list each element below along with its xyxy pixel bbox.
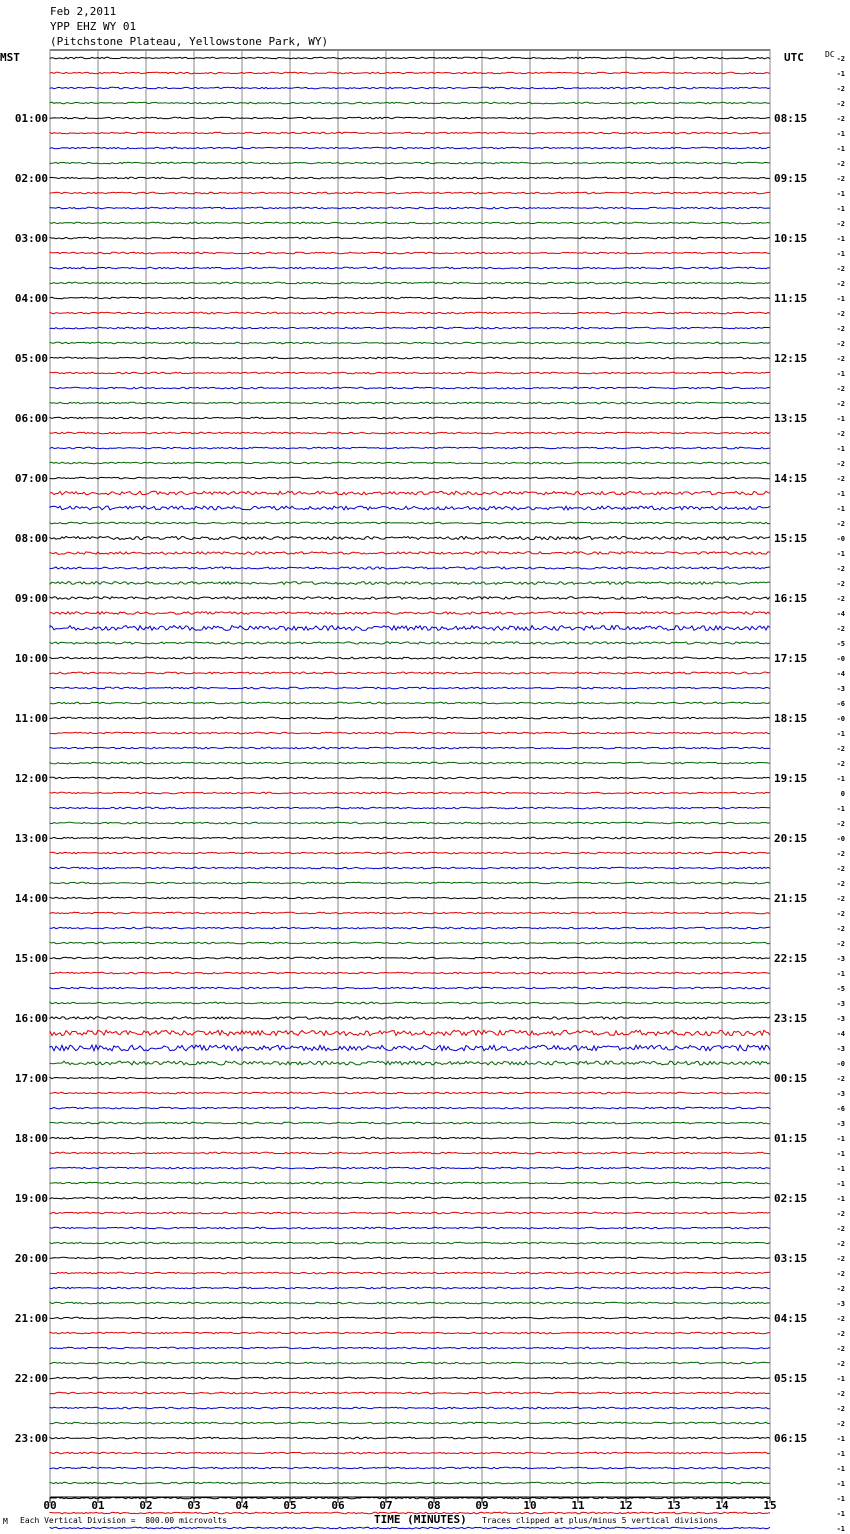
seismic-trace [50, 491, 770, 495]
seismic-trace [50, 267, 770, 269]
seismic-trace [50, 582, 770, 585]
dc-offset-label: -3 [836, 1300, 845, 1308]
seismic-trace [50, 792, 770, 794]
seismic-trace [50, 1377, 770, 1379]
dc-offset-label: -0 [836, 715, 845, 723]
hour-label-right: 00:15 [774, 1072, 808, 1085]
dc-offset-label: -1 [836, 445, 845, 453]
seismic-trace [50, 147, 770, 149]
dc-offset-label: -6 [836, 1105, 845, 1113]
seismic-trace [50, 657, 770, 659]
seismic-trace [50, 506, 770, 510]
seismic-trace [50, 597, 770, 600]
x-tick-label: 13 [667, 1499, 681, 1512]
seismic-trace [50, 702, 770, 704]
seismic-trace [50, 417, 770, 419]
dc-offset-label: -1 [836, 145, 845, 153]
hour-label-right: 23:15 [774, 1012, 808, 1025]
dc-offset-label: -2 [836, 625, 845, 633]
seismic-trace [50, 1030, 770, 1035]
dc-offset-label: -1 [836, 190, 845, 198]
hour-label-right: 10:15 [774, 232, 808, 245]
seismic-trace [50, 672, 770, 674]
hour-label-left: 17:00 [14, 1072, 48, 1085]
seismic-trace [50, 1061, 770, 1065]
hour-label-right: 22:15 [774, 952, 808, 965]
dc-offset-label: -3 [836, 1120, 845, 1128]
seismic-trace [50, 1317, 770, 1319]
dc-offset-label: -2 [836, 880, 845, 888]
dc-offset-label: -1 [836, 1180, 845, 1188]
dc-offset-label: -3 [836, 955, 845, 963]
x-tick-label: 03 [187, 1499, 201, 1512]
footer-mark: M [3, 1517, 8, 1526]
dc-offset-label: -2 [836, 460, 845, 468]
dc-offset-label: -2 [836, 1285, 845, 1293]
dc-offset-label: -4 [836, 610, 845, 618]
hour-label-left: 11:00 [14, 712, 48, 725]
dc-offset-label: -1 [836, 505, 845, 513]
hour-label-left: 09:00 [14, 592, 48, 605]
seismic-trace [50, 1347, 770, 1349]
dc-offset-label: -2 [836, 115, 845, 123]
hour-label-right: 14:15 [774, 472, 808, 485]
dc-offset-label: -0 [836, 835, 845, 843]
hour-label-left: 10:00 [14, 652, 48, 665]
seismic-trace [50, 222, 770, 224]
hour-label-right: 02:15 [774, 1192, 808, 1205]
chart-date: Feb 2,2011 [50, 5, 117, 18]
dc-offset-label: -1 [836, 1495, 845, 1503]
dc-offset-label: -2 [836, 1345, 845, 1353]
seismic-trace [50, 1107, 770, 1109]
dc-offset-label: -2 [836, 325, 845, 333]
hour-label-left: 02:00 [14, 172, 48, 185]
dc-offset-label: -3 [836, 685, 845, 693]
seismic-trace [50, 327, 770, 329]
dc-offset-label: -2 [836, 100, 845, 108]
dc-offset-label: -2 [836, 1420, 845, 1428]
seismic-trace [50, 1167, 770, 1169]
dc-header-label: DC [825, 50, 835, 59]
seismic-trace [50, 1227, 770, 1229]
dc-offset-label: -3 [836, 1015, 845, 1023]
dc-offset-label: -1 [836, 805, 845, 813]
seismic-trace [50, 282, 770, 284]
seismic-trace [50, 1092, 770, 1094]
dc-offset-label: -2 [836, 1270, 845, 1278]
station-code: YPP EHZ WY 01 [50, 20, 137, 33]
seismic-trace [50, 1392, 770, 1394]
dc-offset-label: -0 [836, 1060, 845, 1068]
seismic-trace [50, 447, 770, 449]
dc-offset-label: -2 [836, 1390, 845, 1398]
dc-offset-label: -0 [836, 655, 845, 663]
dc-offset-label: -2 [836, 385, 845, 393]
seismic-trace [50, 717, 770, 719]
dc-offset-label: -1 [836, 1165, 845, 1173]
seismic-trace [50, 1407, 770, 1409]
seismic-trace [50, 192, 770, 194]
right-timezone-label: UTC [784, 51, 804, 64]
seismic-trace [50, 252, 770, 254]
x-tick-label: 06 [331, 1499, 345, 1512]
dc-offset-label: -1 [836, 550, 845, 558]
seismic-trace [50, 687, 770, 689]
dc-offset-label: -2 [836, 85, 845, 93]
x-tick-label: 08 [427, 1499, 441, 1512]
dc-offset-label: -2 [836, 1225, 845, 1233]
hour-label-left: 18:00 [14, 1132, 48, 1145]
seismic-trace [50, 522, 770, 524]
seismic-trace [50, 207, 770, 209]
seismic-trace [50, 432, 770, 434]
hour-label-left: 08:00 [14, 532, 48, 545]
seismic-trace [50, 567, 770, 569]
dc-offset-label: -2 [836, 895, 845, 903]
hour-label-right: 20:15 [774, 832, 808, 845]
seismic-trace [50, 312, 770, 314]
hour-label-right: 01:15 [774, 1132, 808, 1145]
dc-offset-label: -1 [836, 370, 845, 378]
dc-offset-label: -4 [836, 670, 845, 678]
dc-offset-label: -2 [836, 355, 845, 363]
seismic-trace [50, 1137, 770, 1139]
hour-label-left: 21:00 [14, 1312, 48, 1325]
seismic-trace [50, 972, 770, 974]
seismic-trace [50, 1272, 770, 1274]
dc-offset-label: -3 [836, 1090, 845, 1098]
seismic-trace [50, 402, 770, 404]
seismic-trace [50, 1482, 770, 1484]
seismic-trace [50, 117, 770, 119]
seismic-trace [50, 1242, 770, 1244]
hour-label-left: 20:00 [14, 1252, 48, 1265]
hour-label-right: 21:15 [774, 892, 808, 905]
seismic-trace [50, 1422, 770, 1424]
dc-offset-label: -1 [836, 490, 845, 498]
seismic-trace [50, 342, 770, 344]
seismic-trace [50, 132, 770, 134]
dc-offset-label: -1 [836, 130, 845, 138]
hour-label-left: 23:00 [14, 1432, 48, 1445]
dc-offset-label: -2 [836, 1315, 845, 1323]
dc-offset-label: -2 [836, 340, 845, 348]
dc-offset-label: -2 [836, 865, 845, 873]
hour-label-left: 22:00 [14, 1372, 48, 1385]
seismic-trace [50, 957, 770, 959]
dc-offset-label: -1 [836, 1465, 845, 1473]
seismic-trace [50, 1045, 770, 1051]
hour-label-right: 12:15 [774, 352, 808, 365]
seismic-trace [50, 87, 770, 89]
seismic-trace [50, 912, 770, 914]
seismic-trace [50, 987, 770, 989]
seismic-trace [50, 237, 770, 239]
hour-label-right: 18:15 [774, 712, 808, 725]
hour-label-left: 12:00 [14, 772, 48, 785]
seismic-trace [50, 1077, 770, 1079]
dc-offset-label: -2 [836, 910, 845, 918]
seismic-trace [50, 1527, 770, 1529]
seismic-trace [50, 1287, 770, 1289]
scale-note: Each Vertical Division = 800.00 microvolts [20, 1516, 228, 1525]
seismic-trace [50, 102, 770, 104]
seismic-trace [50, 297, 770, 299]
x-tick-label: 09 [475, 1499, 489, 1512]
dc-offset-label: -1 [836, 775, 845, 783]
x-tick-label: 12 [619, 1499, 633, 1512]
x-tick-label: 05 [283, 1499, 297, 1512]
seismic-trace [50, 1197, 770, 1199]
seismic-trace [50, 72, 770, 74]
dc-offset-label: -3 [836, 1000, 845, 1008]
hour-label-left: 13:00 [14, 832, 48, 845]
seismic-trace [50, 552, 770, 555]
hour-label-left: 07:00 [14, 472, 48, 485]
dc-offset-label: -2 [836, 580, 845, 588]
x-tick-label: 15 [763, 1499, 777, 1512]
x-axis-title: TIME (MINUTES) [374, 1513, 467, 1526]
dc-offset-label: -2 [836, 940, 845, 948]
dc-offset-label: -6 [836, 700, 845, 708]
x-tick-label: 01 [91, 1499, 105, 1512]
seismic-trace [50, 1017, 770, 1020]
dc-offset-label: -2 [836, 400, 845, 408]
x-tick-label: 07 [379, 1499, 393, 1512]
seismic-trace [50, 852, 770, 854]
seismic-trace [50, 1002, 770, 1004]
dc-offset-label: -2 [836, 820, 845, 828]
seismic-trace [50, 762, 770, 764]
hour-label-right: 09:15 [774, 172, 808, 185]
dc-offset-label: -2 [836, 1405, 845, 1413]
hour-label-left: 16:00 [14, 1012, 48, 1025]
dc-offset-label: -2 [836, 595, 845, 603]
seismic-trace [50, 1332, 770, 1334]
seismic-trace [50, 897, 770, 899]
hour-label-right: 03:15 [774, 1252, 808, 1265]
dc-offset-label: -2 [836, 55, 845, 63]
dc-offset-label: -2 [836, 565, 845, 573]
dc-offset-label: -2 [836, 520, 845, 528]
dc-offset-label: -1 [836, 415, 845, 423]
dc-offset-label: -2 [836, 160, 845, 168]
x-tick-label: 10 [523, 1499, 537, 1512]
dc-offset-label: -1 [836, 1435, 845, 1443]
hour-label-left: 19:00 [14, 1192, 48, 1205]
seismic-trace [50, 387, 770, 389]
seismic-trace [50, 1362, 770, 1364]
seismic-trace [50, 732, 770, 734]
seismic-trace [50, 942, 770, 944]
dc-offset-label: -1 [836, 1480, 845, 1488]
seismic-trace [50, 1122, 770, 1124]
hour-label-right: 06:15 [774, 1432, 808, 1445]
dc-offset-label: 0 [840, 790, 845, 798]
dc-offset-label: -2 [836, 310, 845, 318]
dc-offset-label: -2 [836, 1330, 845, 1338]
dc-offset-label: -2 [836, 475, 845, 483]
seismic-trace [50, 1152, 770, 1154]
seismic-trace [50, 477, 770, 479]
seismic-trace [50, 1182, 770, 1184]
seismic-trace [50, 177, 770, 179]
seismic-trace [50, 882, 770, 884]
hour-label-left: 14:00 [14, 892, 48, 905]
dc-offset-label: -2 [836, 265, 845, 273]
dc-offset-label: -0 [836, 535, 845, 543]
dc-offset-label: -3 [836, 1045, 845, 1053]
seismic-trace [50, 867, 770, 869]
seismic-trace [50, 642, 770, 644]
seismic-trace [50, 536, 770, 539]
plot-frame [50, 50, 770, 1497]
hour-label-left: 04:00 [14, 292, 48, 305]
hour-label-left: 06:00 [14, 412, 48, 425]
seismic-trace [50, 807, 770, 809]
seismic-trace [50, 57, 770, 59]
left-timezone-label: MST [0, 51, 20, 64]
hour-label-left: 15:00 [14, 952, 48, 965]
dc-offset-label: -1 [836, 1525, 845, 1533]
dc-offset-label: -1 [836, 1375, 845, 1383]
seismic-trace [50, 822, 770, 824]
hour-label-right: 11:15 [774, 292, 808, 305]
dc-offset-label: -2 [836, 745, 845, 753]
clip-note: Traces clipped at plus/minus 5 vertical divisions [482, 1516, 719, 1525]
hour-label-left: 01:00 [14, 112, 48, 125]
dc-offset-label: -2 [836, 280, 845, 288]
hour-label-right: 15:15 [774, 532, 808, 545]
dc-offset-label: -1 [836, 70, 845, 78]
seismic-trace [50, 1452, 770, 1454]
hour-label-left: 05:00 [14, 352, 48, 365]
dc-offset-label: -1 [836, 250, 845, 258]
hour-label-right: 04:15 [774, 1312, 808, 1325]
dc-offset-label: -1 [836, 1150, 845, 1158]
seismic-trace [50, 747, 770, 749]
seismic-trace [50, 357, 770, 359]
seismic-trace [50, 777, 770, 779]
hour-label-left: 03:00 [14, 232, 48, 245]
dc-offset-label: -4 [836, 1030, 845, 1038]
dc-offset-label: -1 [836, 1195, 845, 1203]
dc-offset-label: -1 [836, 970, 845, 978]
seismic-trace [50, 1212, 770, 1214]
seismic-trace [50, 626, 770, 631]
dc-offset-label: -2 [836, 1240, 845, 1248]
dc-offset-label: -1 [836, 1135, 845, 1143]
dc-offset-label: -2 [836, 1210, 845, 1218]
dc-offset-label: -1 [836, 295, 845, 303]
dc-offset-label: -1 [836, 1510, 845, 1518]
x-tick-label: 11 [571, 1499, 585, 1512]
seismic-trace [50, 1437, 770, 1439]
seismic-trace [50, 372, 770, 374]
dc-offset-label: -2 [836, 220, 845, 228]
dc-offset-label: -2 [836, 430, 845, 438]
x-tick-label: 00 [43, 1499, 57, 1512]
dc-offset-label: -5 [836, 985, 845, 993]
x-tick-label: 14 [715, 1499, 729, 1512]
dc-offset-label: -1 [836, 205, 845, 213]
hour-label-right: 17:15 [774, 652, 808, 665]
dc-offset-label: -1 [836, 235, 845, 243]
dc-offset-label: -2 [836, 850, 845, 858]
hour-label-right: 19:15 [774, 772, 808, 785]
seismic-trace [50, 612, 770, 615]
dc-offset-label: -2 [836, 1255, 845, 1263]
dc-offset-label: -2 [836, 1360, 845, 1368]
dc-offset-label: -2 [836, 1075, 845, 1083]
dc-offset-label: -1 [836, 1450, 845, 1458]
dc-offset-label: -2 [836, 760, 845, 768]
hour-label-right: 08:15 [774, 112, 808, 125]
x-tick-label: 02 [139, 1499, 153, 1512]
dc-offset-label: -5 [836, 640, 845, 648]
seismic-trace [50, 162, 770, 164]
seismic-trace [50, 1257, 770, 1259]
hour-label-right: 13:15 [774, 412, 808, 425]
station-location: (Pitchstone Plateau, Yellowstone Park, WY) [50, 35, 329, 48]
seismic-trace [50, 1302, 770, 1304]
seismic-trace [50, 1467, 770, 1469]
dc-offset-label: -1 [836, 730, 845, 738]
seismic-trace [50, 837, 770, 839]
dc-offset-label: -2 [836, 175, 845, 183]
hour-label-right: 05:15 [774, 1372, 808, 1385]
x-tick-label: 04 [235, 1499, 249, 1512]
seismic-trace [50, 462, 770, 464]
seismic-trace [50, 927, 770, 929]
dc-offset-label: -2 [836, 925, 845, 933]
hour-label-right: 16:15 [774, 592, 808, 605]
